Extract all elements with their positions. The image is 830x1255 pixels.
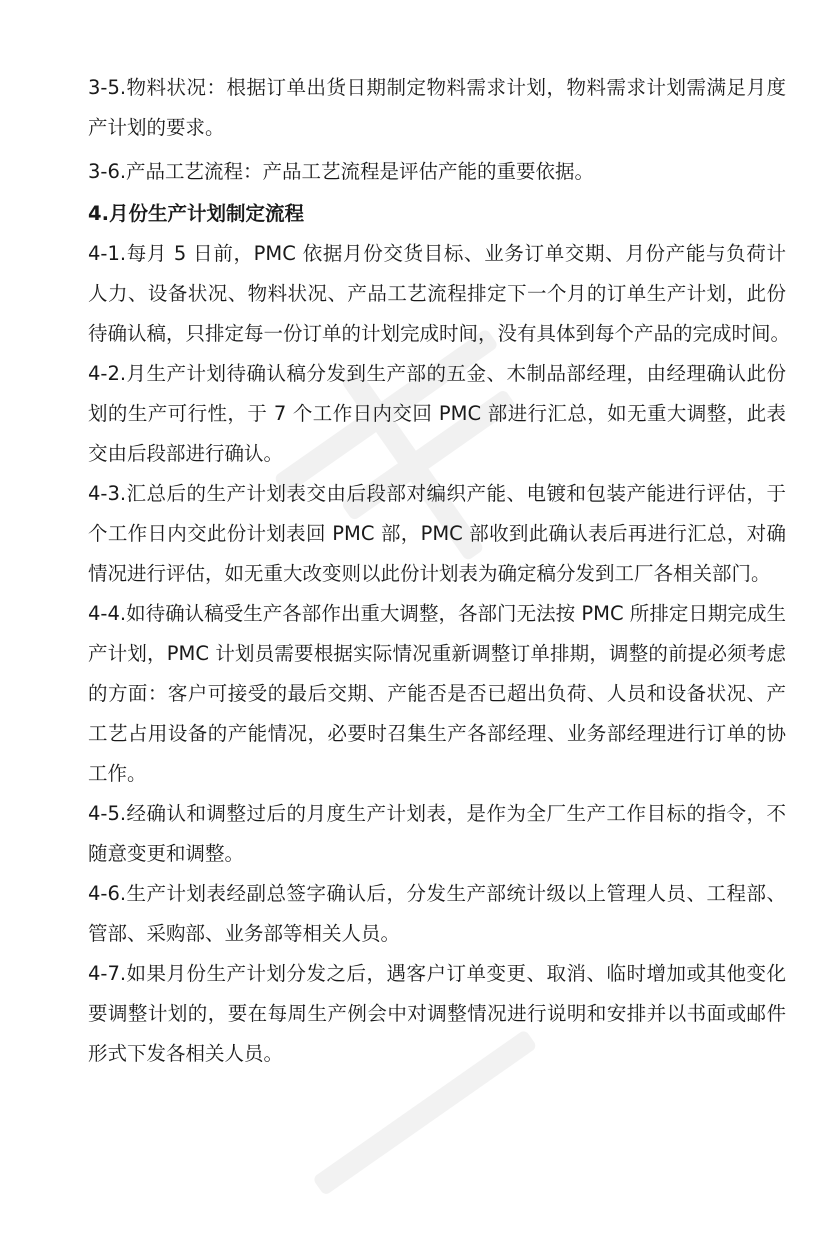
text-line: 4-3.汇总后的生产计划表交由后段部对编织产能、电镀和包装产能进行评估，于	[88, 482, 786, 505]
paragraph-4-2	[88, 354, 786, 474]
text-line: 3-6.产品工艺流程：产品工艺流程是评估产能的重要依据。	[88, 160, 595, 183]
text-line: 个工作日内交此份计划表回 PMC 部，PMC 部收到此确认表后再进行汇总，对确	[88, 522, 786, 545]
text-line: 形式下发各相关人员。	[88, 1042, 284, 1065]
text-line: 4-4.如待确认稿受生产各部作出重大调整，各部门无法按 PMC 所排定日期完成生	[88, 602, 786, 625]
text-line: 要调整计划的，要在每周生产例会中对调整情况进行说明和安排并以书面或邮件	[88, 1002, 786, 1025]
section-heading	[88, 194, 786, 234]
paragraph-4-7	[88, 954, 786, 1074]
paragraph-4-3	[88, 474, 786, 594]
text-line: 4-5.经确认和调整过后的月度生产计划表，是作为全厂生产工作目标的指令，不	[88, 802, 786, 825]
document-body	[88, 68, 791, 1074]
paragraph-3-5	[88, 68, 786, 148]
paragraph-4-1	[88, 234, 791, 354]
text-line: 3-5.物料状况：根据订单出货日期制定物料需求计划，物料需求计划需满足月度	[88, 76, 786, 99]
paragraph-3-6	[88, 152, 786, 192]
text-line: 产计划，PMC 计划员需要根据实际情况重新调整订单排期，调整的前提必须考虑	[88, 642, 786, 665]
text-line: 情况进行评估，如无重大改变则以此份计划表为确定稿分发到工厂各相关部门。	[88, 562, 771, 585]
text-line: 的方面：客户可接受的最后交期、产能否是否已超出负荷、人员和设备状况、产	[88, 682, 786, 705]
text-line: 随意变更和调整。	[88, 842, 245, 865]
text-line: 4-1.每月 5 日前，PMC 依据月份交货目标、业务订单交期、月份产能与负荷计	[88, 242, 786, 265]
text-line: 4-2.月生产计划待确认稿分发到生产部的五金、木制品部经理，由经理确认此份	[88, 362, 786, 385]
text-line: 管部、采购部、业务部等相关人员。	[88, 922, 401, 945]
text-line: 产计划的要求。	[88, 116, 225, 139]
text-line: 工作。	[88, 762, 147, 785]
text-line: 交由后段部进行确认。	[88, 442, 284, 465]
paragraph-4-5	[88, 794, 786, 874]
text-line: 待确认稿，只排定每一份订单的计划完成时间，没有具体到每个产品的完成时间。	[88, 322, 791, 345]
text-line: 划的生产可行性，于 7 个工作日内交回 PMC 部进行汇总，如无重大调整，此表	[88, 402, 786, 425]
text-line: 4-6.生产计划表经副总签字确认后，分发生产部统计级以上管理人员、工程部、	[88, 882, 786, 905]
paragraph-4-6	[88, 874, 786, 954]
paragraph-4-4	[88, 594, 786, 794]
text-line: 4-7.如果月份生产计划分发之后，遇客户订单变更、取消、临时增加或其他变化	[88, 962, 786, 985]
text-line: 工艺占用设备的产能情况，必要时召集生产各部经理、业务部经理进行订单的协	[88, 722, 786, 745]
text-line: 4.月份生产计划制定流程	[88, 202, 304, 225]
text-line: 人力、设备状况、物料状况、产品工艺流程排定下一个月的订单生产计划，此份	[88, 282, 786, 305]
